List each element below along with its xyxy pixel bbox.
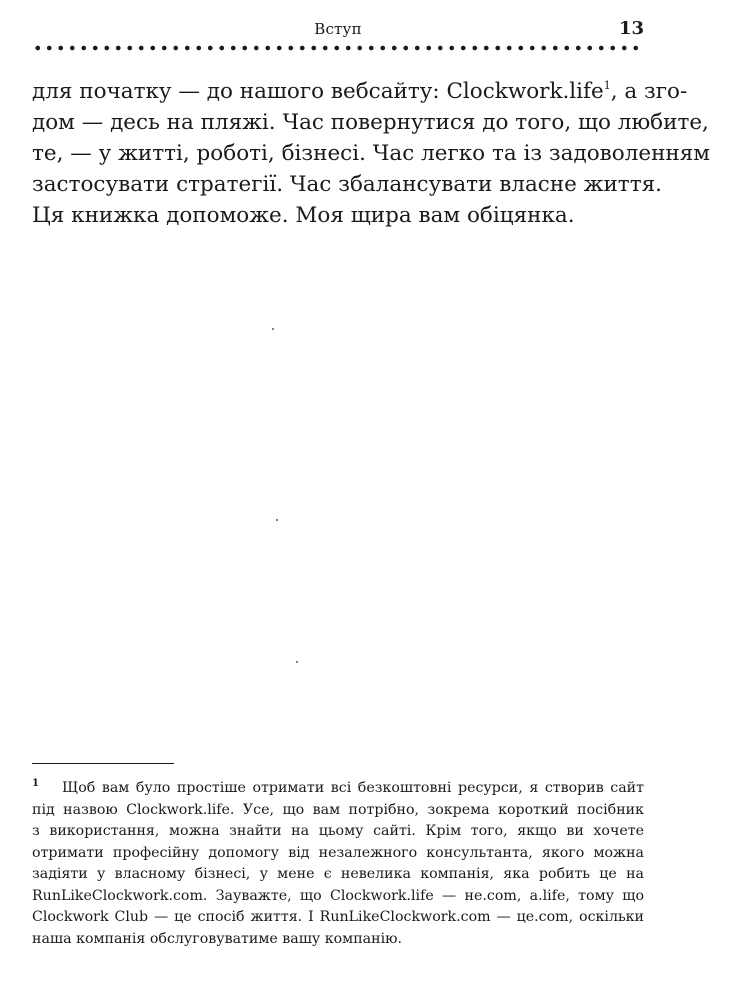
chapter-title: Вступ xyxy=(314,20,362,38)
body-line: те, — у житті, роботі, бізнесі. Час легко та із задоволенням xyxy=(32,141,711,166)
footnote-line: під назвою Clockwork.life. Усе, що вам потрібно, зокрема короткий посібник xyxy=(32,801,644,818)
dotted-rule xyxy=(32,45,644,51)
body-line-text: для початку — до нашого вебсайту: Clockwork.life xyxy=(32,79,604,104)
running-head xyxy=(32,18,644,46)
scan-speck xyxy=(296,661,298,663)
body-line-tail: , а зго- xyxy=(610,79,688,104)
page-number: 13 xyxy=(618,18,644,39)
footnote-line: Щоб вам було простіше отримати всі безкоштовні ресурси, я створив сайт xyxy=(62,780,644,796)
body-line xyxy=(32,76,688,107)
footnote-separator xyxy=(32,763,174,764)
footnote-line: задіяти у власному бізнесі, у мене є невелика компанія, яка робить це на xyxy=(32,866,644,882)
footnote-line: отримати професійну допомогу від незалежного консультанта, якого можна xyxy=(32,844,644,861)
body-paragraph xyxy=(32,76,711,231)
footnote-line: Clockwork Club — це спосіб життя. І RunLikeClockwork.com — це.com, оскільки xyxy=(32,909,644,925)
scan-speck xyxy=(276,519,278,521)
body-line: дом — десь на пляжі. Час повернутися до того, що любите, xyxy=(32,110,709,135)
footnote-line: з використання, можна знайти на цьому сайті. Крім того, якщо ви хочете xyxy=(32,823,644,839)
footnote-marker: 1 xyxy=(32,778,39,789)
body-line: застосувати стратегії. Час збалансувати власне життя. xyxy=(32,172,662,197)
body-line: Ця книжка допоможе. Моя щира вам обіцянка. xyxy=(32,203,575,228)
footnote-text xyxy=(32,778,644,950)
footnote-reference[interactable]: 1 xyxy=(603,79,611,92)
footnote-line: наша компанія обслуговуватиме вашу компанію. xyxy=(32,930,402,947)
scan-speck xyxy=(272,328,274,330)
footnote-line: RunLikeClockwork.com. Зауважте, що Clockwork.life — не.com, а.life, тому що xyxy=(32,887,644,904)
